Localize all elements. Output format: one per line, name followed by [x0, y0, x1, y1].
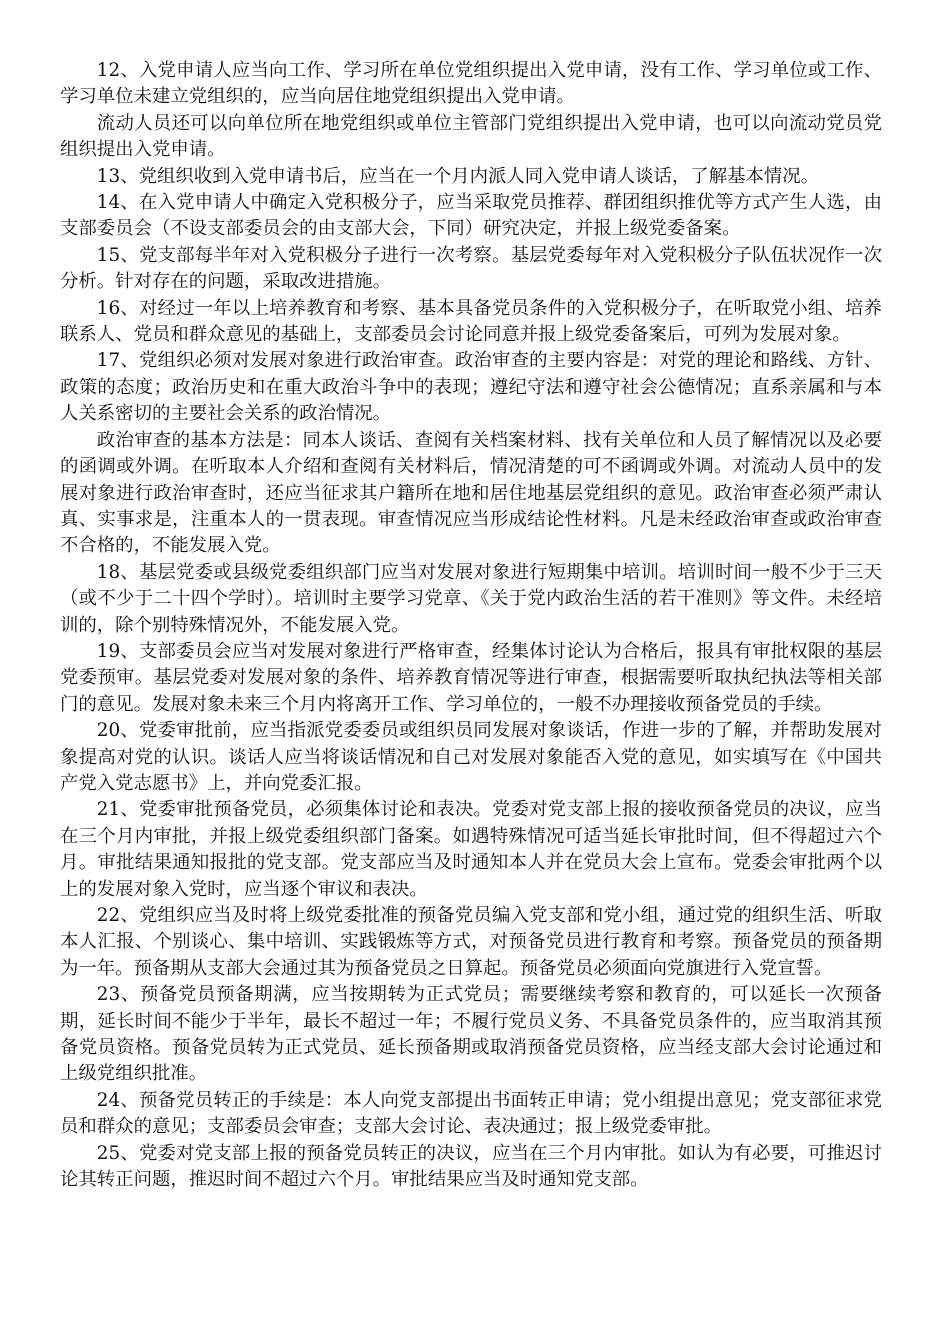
paragraph-23: 23、预备党员预备期满，应当按期转为正式党员；需要继续考察和教育的，可以延长一次预备期，延长时间不能少于半年，最长不超过一年；不履行党员义务、不具备党员条件的，应当取消其预备党员资格。预备党员转为正式党员、延长预备期或取消预备党员资格，应当经支部大会讨论通过和上级党组织批准。 [60, 984, 882, 1085]
paragraph-24: 24、预备党员转正的手续是：本人向党支部提出书面转正申请；党小组提出意见；党支部征求党员和群众的意见；支部委员会审查；支部大会讨论、表决通过；报上级党委审批。 [60, 1089, 882, 1138]
paragraph-16: 16、对经过一年以上培养教育和考察、基本具备党员条件的入党积极分子，在听取党小组、培养联系人、党员和群众意见的基础上，支部委员会讨论同意并报上级党委备案后，可列为发展对象。 [60, 297, 882, 346]
paragraph-25: 25、党委对党支部上报的预备党员转正的决议，应当在三个月内审批。如认为有必要，可推迟讨论其转正问题，推迟时间不超过六个月。审批结果应当及时通知党支部。 [60, 1142, 882, 1191]
paragraph-19: 19、支部委员会应当对发展对象进行严格审查，经集体讨论认为合格后，报具有审批权限的基层党委预审。基层党委对发展对象的条件、培养教育情况等进行审查，根据需要听取执纪执法等相关部门的意见。发展对象未来三个月内将离开工作、学习单位的，一般不办理接收预备党员的手续。 [60, 640, 882, 715]
paragraph-12-supplement: 流动人员还可以向单位所在地党组织或单位主管部门党组织提出入党申请，也可以向流动党员党组织提出入党申请。 [60, 112, 882, 161]
paragraph-14: 14、在入党申请人中确定入党积极分子，应当采取党员推荐、群团组织推优等方式产生人选，由支部委员会（不设支部委员会的由支部大会，下同）研究决定，并报上级党委备案。 [60, 192, 882, 240]
document-body [60, 58, 882, 1193]
paragraph-18: 18、基层党委或县级党委组织部门应当对发展对象进行短期集中培训。培训时间一般不少于三天（或不少于二十四个学时）。培训时主要学习党章、《关于党内政治生活的若干准则》等文件。未经培训的，除个别特殊情况外，不能发展入党。 [60, 561, 882, 636]
paragraph-17-supplement: 政治审查的基本方法是：同本人谈话、查阅有关档案材料、找有关单位和人员了解情况以及必要的函调或外调。在听取本人介绍和查阅有关材料后，情况清楚的可不函调或外调。对流动人员中的发展对象进行政治审查时，还应当征求其户籍所在地和居住地基层党组织的意见。政治审查必须严肃认真、实事求是，注重本人的一贯表现。审查情况应当形成结论性材料。凡是未经政治审查或政治审查不合格的，不能发展入党。 [60, 429, 882, 557]
paragraph-22: 22、党组织应当及时将上级党委批准的预备党员编入党支部和党小组，通过党的组织生活、听取本人汇报、个别谈心、集中培训、实践锻炼等方式，对预备党员进行教育和考察。预备党员的预备期为一年。预备期从支部大会通过其为预备党员之日算起。预备党员必须面向党旗进行入党宣誓。 [60, 905, 882, 979]
paragraph-13: 13、党组织收到入党申请书后，应当在一个月内派人同入党申请人谈话，了解基本情况。 [96, 165, 820, 187]
paragraph-20: 20、党委审批前，应当指派党委委员或组织员同发展对象谈话，作进一步的了解，并帮助发展对象提高对党的认识。谈话人应当将谈话情况和自己对发展对象能否入党的意见，如实填写在《中国共产党入党志愿书》上，并向党委汇报。 [60, 720, 882, 794]
paragraph-15: 15、党支部每半年对入党积极分子进行一次考察。基层党委每年对入党积极分子队伍状况作一次分析。针对存在的问题，采取改进措施。 [60, 244, 882, 293]
paragraph-21: 21、党委审批预备党员，必须集体讨论和表决。党委对党支部上报的接收预备党员的决议，应当在三个月内审批，并报上级党委组织部门备案。如遇特殊情况可适当延长审批时间，但不得超过六个月。审批结果通知报批的党支部。党支部应当及时通知本人并在党员大会上宣布。党委会审批两个以上的发展对象入党时，应当逐个审议和表决。 [60, 799, 882, 900]
paragraph-17: 17、党组织必须对发展对象进行政治审查。政治审查的主要内容是：对党的理论和路线、方针、政策的态度；政治历史和在重大政治斗争中的表现；遵纪守法和遵守社会公德情况；直系亲属和与本人关系密切的主要社会关系的政治情况。 [60, 350, 882, 425]
paragraph-12: 12、入党申请人应当向工作、学习所在单位党组织提出入党申请，没有工作、学习单位或工作、学习单位未建立党组织的，应当向居住地党组织提出入党申请。 [60, 60, 882, 108]
